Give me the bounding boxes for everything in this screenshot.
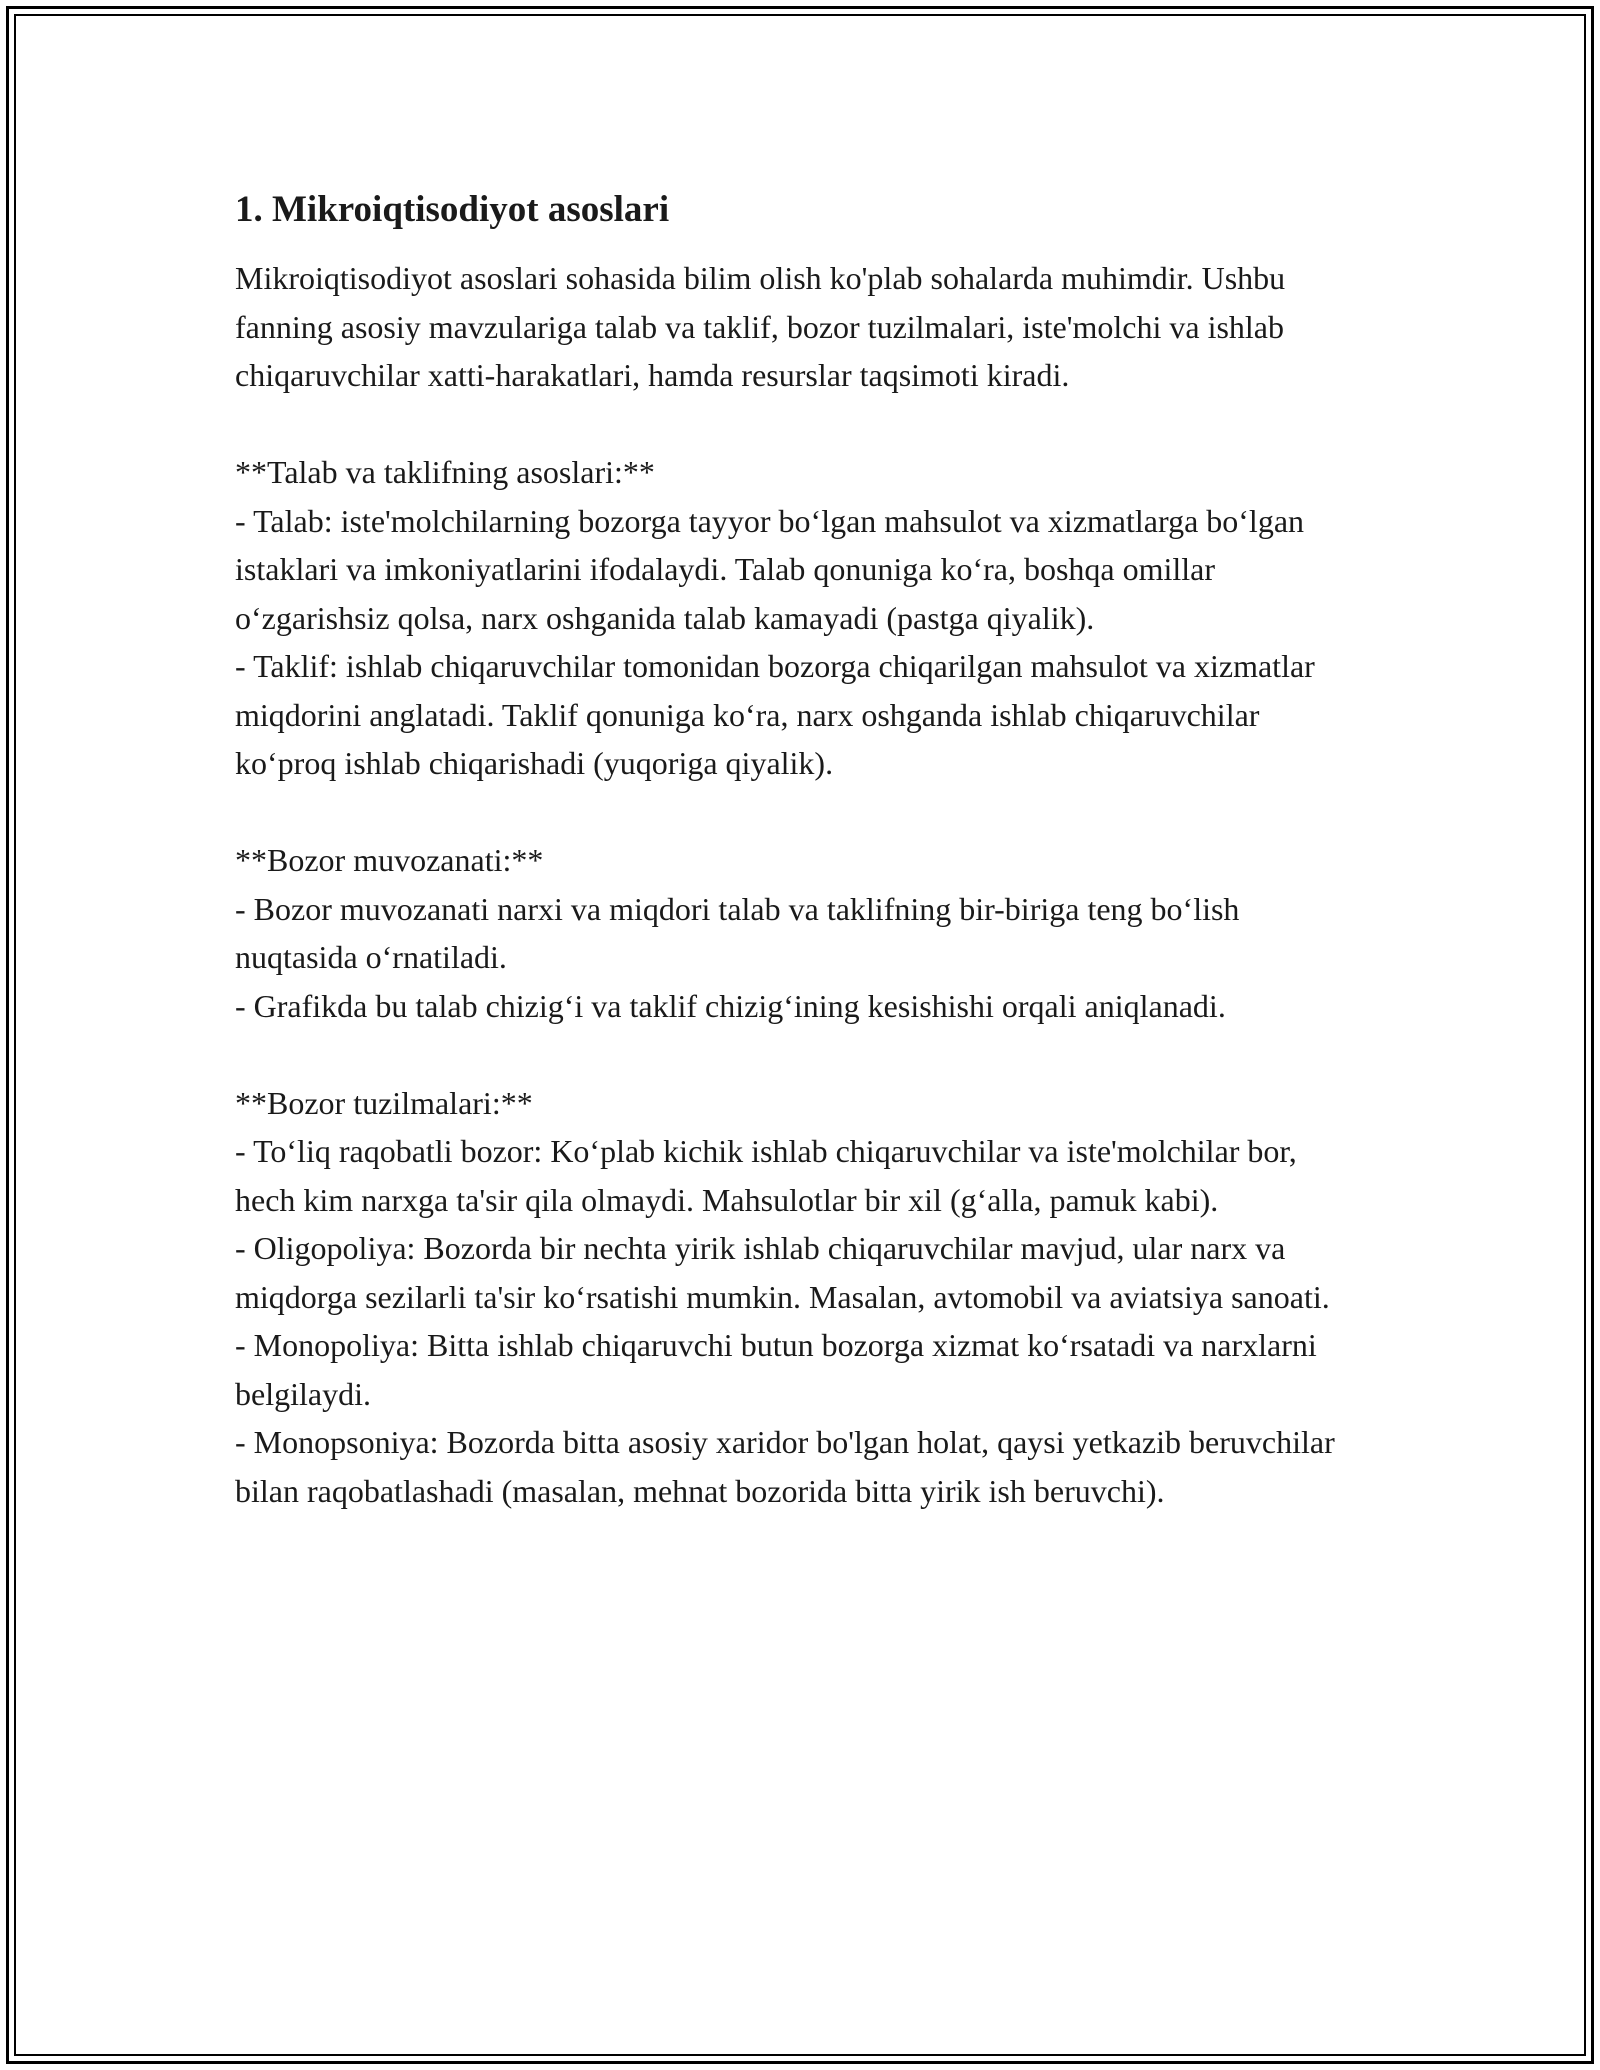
- section-market-equilibrium: [235, 836, 1365, 1030]
- list-item: - Oligopoliya: Bozorda bir nechta yirik ishlab chiqaruvchilar mavjud, ular narx va miqdorga sezilarli ta'sir ko‘rsatishi mumkin. Masalan, avtomobil va aviatsiya sanoati.: [235, 1230, 1330, 1315]
- list-item: - Grafikda bu talab chizig‘i va taklif chizig‘ining kesishishi orqali aniqlanadi.: [235, 987, 1226, 1024]
- section-heading: **Talab va taklifning asoslari:**: [235, 454, 655, 490]
- list-item: - Bozor muvozanati narxi va miqdori talab va taklifning bir-biriga teng bo‘lish nuqtasida o‘rnatiladi.: [235, 890, 1240, 975]
- list-item: - Monopsoniya: Bozorda bitta asosiy xaridor bo'lgan holat, qaysi yetkazib beruvchilar bilan raqobatlashadi (masalan, mehnat bozorida bitta yirik ish beruvchi).: [235, 1424, 1335, 1509]
- section-market-structures: [235, 1079, 1365, 1516]
- section-supply-demand: [235, 448, 1365, 788]
- list-item: - To‘liq raqobatli bozor: Ko‘plab kichik ishlab chiqaruvchilar va iste'molchilar bor, hech kim narxga ta'sir qila olmaydi. Mahsulotlar bir xil (g‘alla, pamuk kabi).: [235, 1133, 1297, 1218]
- list-item: - Taklif: ishlab chiqaruvchilar tomonidan bozorga chiqarilgan mahsulot va xizmatlar miqdorini anglatadi. Taklif qonuniga ko‘ra, narx oshganda ishlab chiqaruvchilar ko‘proq ishlab chiqarishadi (yuqoriga qiyalik).: [235, 648, 1315, 781]
- document-body: [235, 186, 1365, 1515]
- section-heading: **Bozor tuzilmalari:**: [235, 1084, 533, 1121]
- list-item: - Monopoliya: Bitta ishlab chiqaruvchi butun bozorga xizmat ko‘rsatadi va narxlarni belgilaydi.: [235, 1327, 1317, 1412]
- document-title: 1. Mikroiqtisodiyot asoslari: [235, 189, 670, 230]
- section-heading: **Bozor muvozanati:**: [235, 842, 544, 878]
- intro-paragraph: Mikroiqtisodiyot asoslari sohasida bilim olish ko'plab sohalarda muhimdir. Ushbu fanning asosiy mavzulariga talab va taklif, bozor tuzilmalari, iste'molchi va ishlab chiqaruvchilar xatti-harakatlari, hamda resurslar taqsimoti kiradi.: [235, 260, 1286, 393]
- list-item: - Talab: iste'molchilarning bozorga tayyor bo‘lgan mahsulot va xizmatlarga bo‘lgan istaklari va imkoniyatlarini ifodalaydi. Talab qonuniga ko‘ra, boshqa omillar o‘zgarishsiz qolsa, narx oshganida talab kamayadi (pastga qiyalik).: [235, 502, 1305, 636]
